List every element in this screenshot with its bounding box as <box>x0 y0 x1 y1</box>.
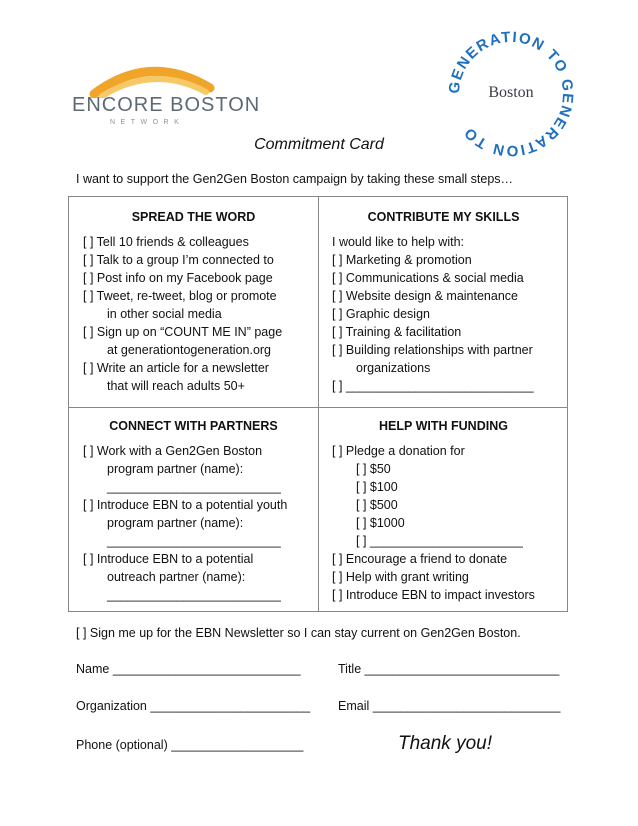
spread-item[interactable]: [ ] Talk to a group I’m connected to <box>83 253 274 267</box>
newsletter-signup[interactable]: [ ] Sign me up for the EBN Newsletter so I can stay current on Gen2Gen Boston. <box>76 626 521 640</box>
spread-item-continued: that will reach adults 50+ <box>107 379 245 393</box>
partner-name-field[interactable]: _________________________ <box>107 480 281 494</box>
grid-divider-horizontal <box>69 407 567 408</box>
skills-item[interactable]: [ ] Building relationships with partner <box>332 343 533 357</box>
spread-item[interactable]: [ ] Sign up on “COUNT ME IN” page <box>83 325 283 339</box>
grid-divider-vertical <box>318 197 319 611</box>
commitment-grid <box>68 196 568 612</box>
skills-item[interactable]: [ ] Website design & maintenance <box>332 289 518 303</box>
email-field[interactable]: Email ___________________________ <box>338 699 561 713</box>
partners-item[interactable]: [ ] Introduce EBN to a potential youth <box>83 498 288 512</box>
donation-option-other[interactable]: [ ] ______________________ <box>356 534 523 548</box>
skills-item[interactable]: [ ] Marketing & promotion <box>332 253 472 267</box>
phone-field[interactable]: Phone (optional) ___________________ <box>76 738 304 752</box>
spread-item-continued: at generationtogeneration.org <box>107 343 272 357</box>
partners-item-continued: outreach partner (name): <box>107 570 246 584</box>
logo-center-text: Boston <box>488 84 534 101</box>
spread-heading: SPREAD THE WORD <box>131 210 256 224</box>
page-title: Commitment Card <box>254 136 384 153</box>
encore-wordmark: ENCORE BOSTON <box>72 94 261 116</box>
skills-item[interactable]: [ ] Graphic design <box>332 307 430 321</box>
spread-item[interactable]: [ ] Post info on my Facebook page <box>83 271 273 285</box>
skills-item-other[interactable]: [ ] ___________________________ <box>332 379 534 393</box>
partner-name-field[interactable]: _________________________ <box>107 588 281 602</box>
partners-item-continued: program partner (name): <box>107 516 244 530</box>
organization-field[interactable]: Organization _______________________ <box>76 699 311 713</box>
spread-item[interactable]: [ ] Tell 10 friends & colleagues <box>83 235 249 249</box>
encore-boston-logo <box>72 58 261 128</box>
partners-heading: CONNECT WITH PARTNERS <box>109 419 278 433</box>
spread-item[interactable]: [ ] Tweet, re-tweet, blog or promote <box>83 289 277 303</box>
partners-item-continued: program partner (name): <box>107 462 244 476</box>
thank-you-text: Thank you! <box>398 733 492 754</box>
name-field[interactable]: Name ___________________________ <box>76 662 301 676</box>
donation-option[interactable]: [ ] $100 <box>356 480 398 494</box>
funding-heading: HELP WITH FUNDING <box>379 419 508 433</box>
funding-item[interactable]: [ ] Introduce EBN to impact investors <box>332 588 535 602</box>
skills-heading: CONTRIBUTE MY SKILLS <box>367 210 520 224</box>
funding-item[interactable]: [ ] Encourage a friend to donate <box>332 552 508 566</box>
encore-arc-icon <box>72 58 232 98</box>
title-field[interactable]: Title ____________________________ <box>338 662 560 676</box>
skills-intro: I would like to help with: <box>332 235 465 249</box>
donation-option[interactable]: [ ] $1000 <box>356 516 405 530</box>
donation-option[interactable]: [ ] $50 <box>356 462 391 476</box>
intro-text: I want to support the Gen2Gen Boston campaign by taking these small steps… <box>76 172 514 186</box>
funding-item[interactable]: [ ] Help with grant writing <box>332 570 469 584</box>
spread-item-continued: in other social media <box>107 307 222 321</box>
donation-option[interactable]: [ ] $500 <box>356 498 398 512</box>
encore-network-label: NETWORK <box>110 119 185 126</box>
funding-item[interactable]: [ ] Pledge a donation for <box>332 444 465 458</box>
skills-item-continued: organizations <box>356 361 431 375</box>
partners-item[interactable]: [ ] Introduce EBN to a potential <box>83 552 254 566</box>
partner-name-field[interactable]: _________________________ <box>107 534 281 548</box>
skills-item[interactable]: [ ] Communications & social media <box>332 271 524 285</box>
partners-item[interactable]: [ ] Work with a Gen2Gen Boston <box>83 444 263 458</box>
ring-text: GENERATION TO GENERATION TO <box>445 28 577 160</box>
spread-item[interactable]: [ ] Write an article for a newsletter <box>83 361 269 375</box>
skills-item[interactable]: [ ] Training & facilitation <box>332 325 462 339</box>
